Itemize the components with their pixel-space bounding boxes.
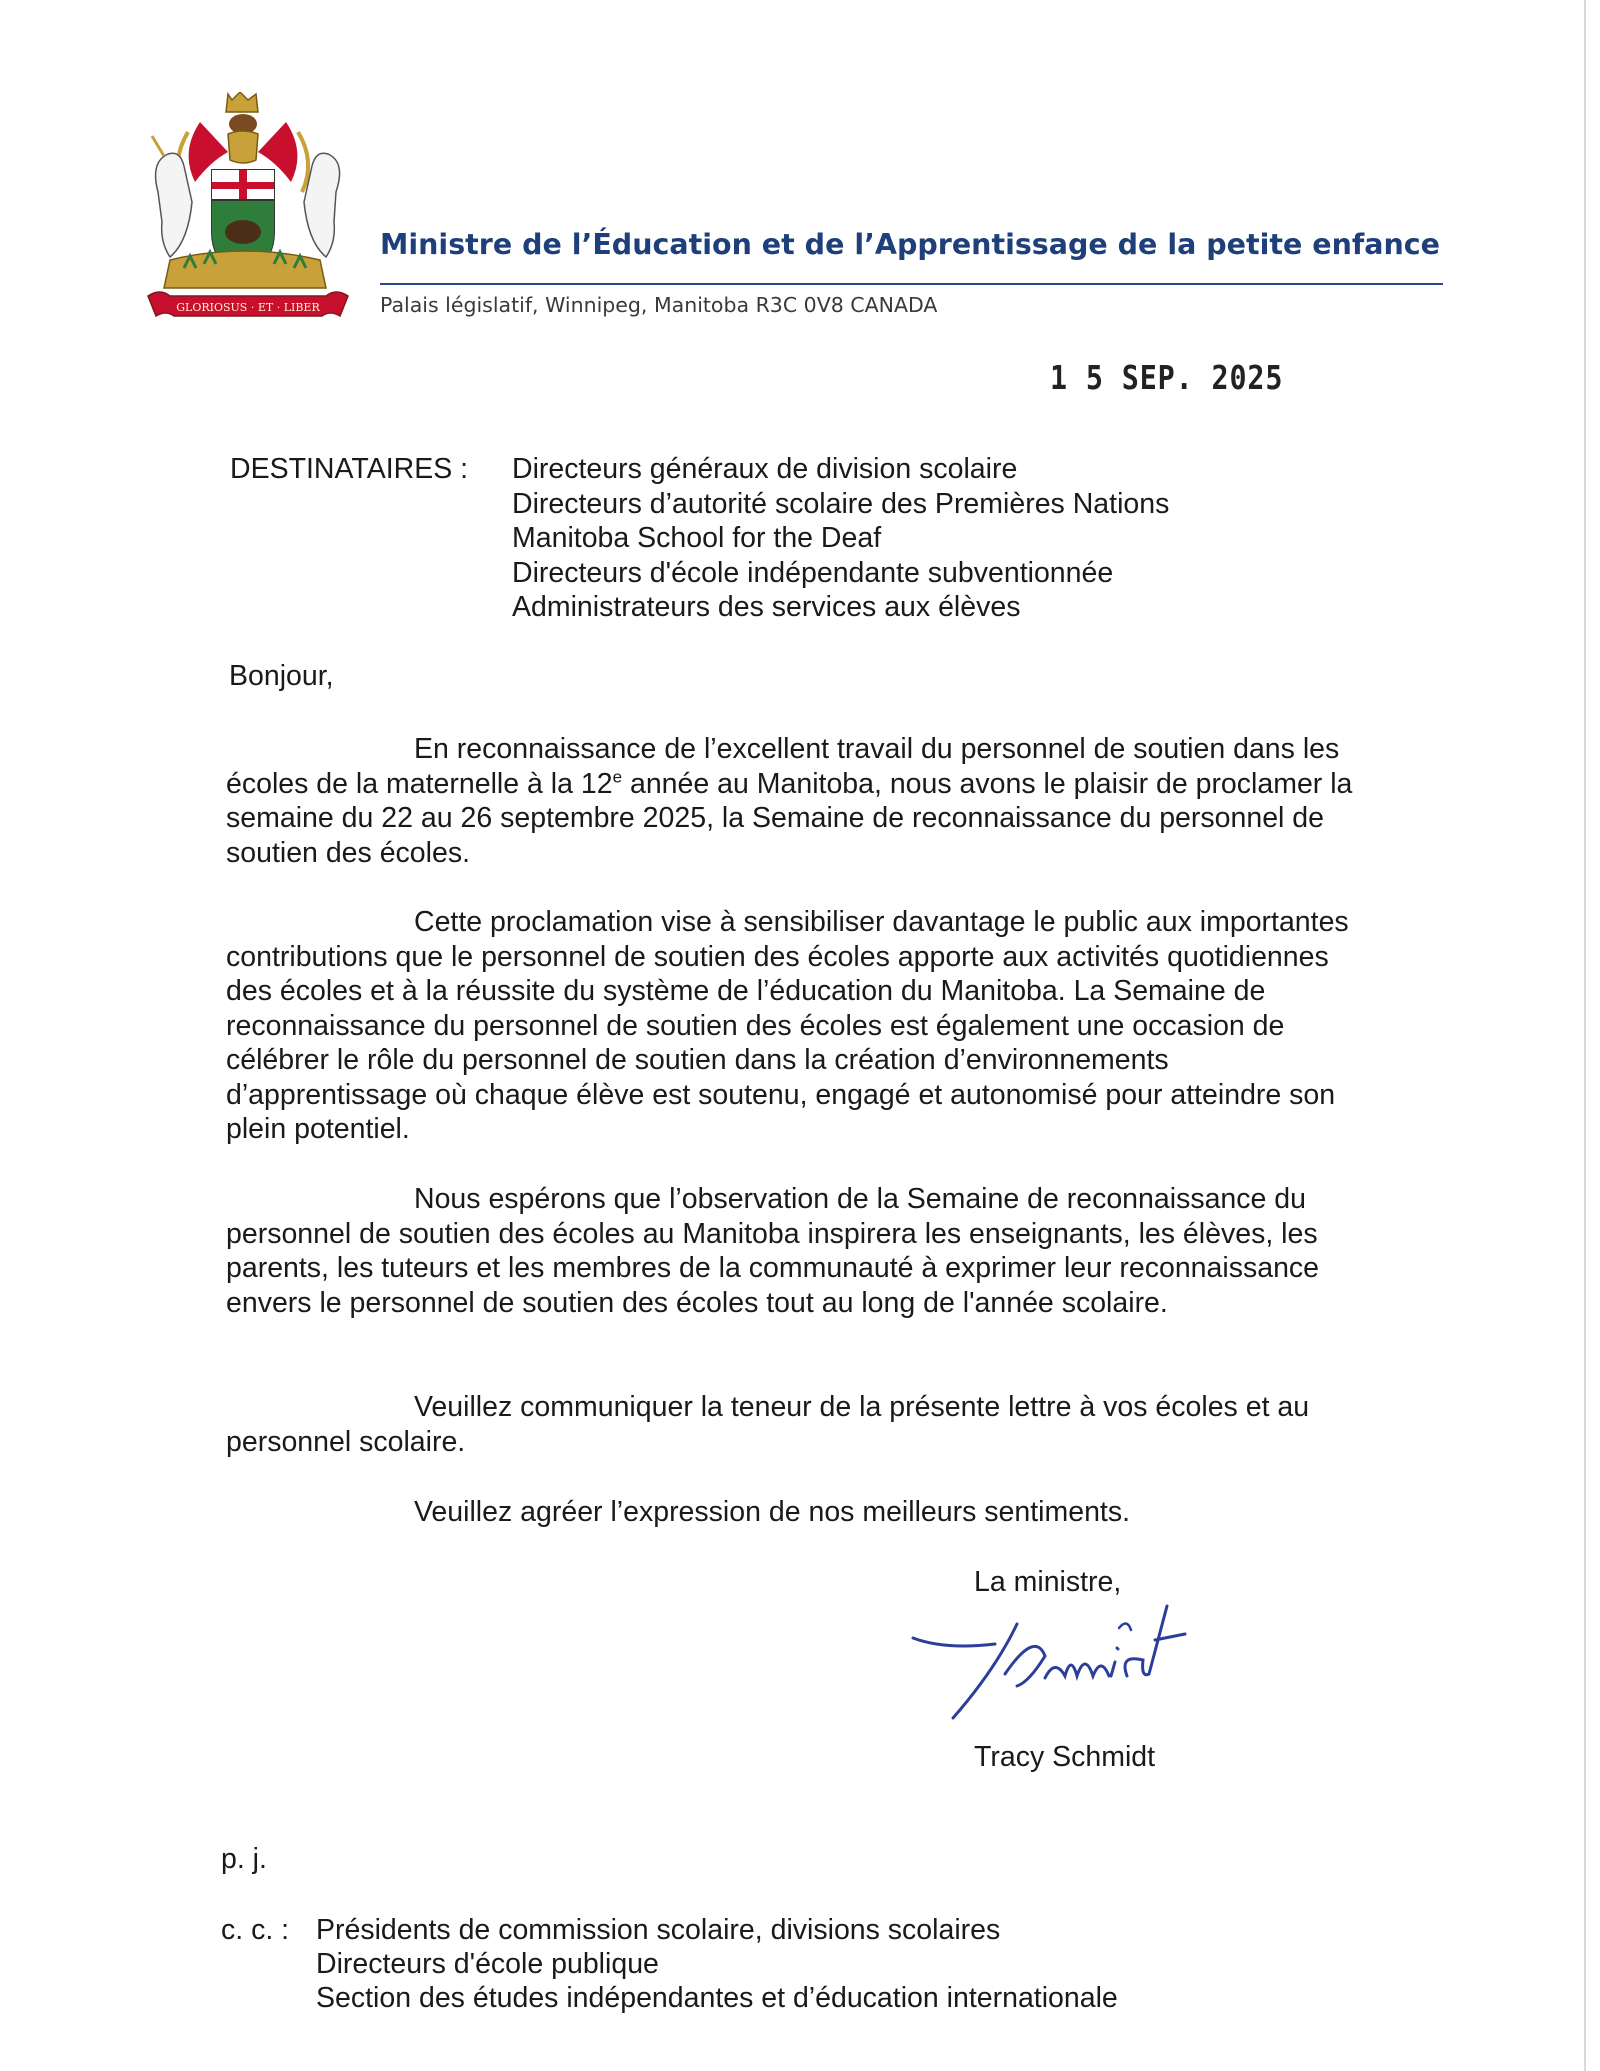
recipients-list [512,452,1169,625]
ordinal-superscript: e [612,767,623,786]
paragraph-3-text: Nous espérons que l’observation de la Semaine de reconnaissance du personnel de soutien des écoles au Manitoba inspirera les enseignants, les élèves, les parents, les tuteurs et les membres de la communauté à exprimer leur reconnaissance envers le personnel de soutien des écoles tout au long de l'année scolaire. [226,1183,1320,1319]
ministry-address: Palais législatif, Winnipeg, Manitoba R3C 0V8 CANADA [380,293,938,317]
paragraph-2 [226,905,1366,1147]
paragraph-1-text-a: En reconnaissance de l’excellent travail du personnel de soutien dans les écoles de la maternelle à la 12 [226,733,1340,800]
closing-line: Veuillez agréer l’expression de nos meilleurs sentiments. [414,1496,1131,1528]
enclosure-note: p. j. [221,1843,267,1875]
paragraph-1-text-b: année au Manitoba, nous avons le plaisir de proclamer la semaine du 22 au 26 septembre 2025, la Semaine de reconnaissance du personnel de soutien des écoles. [226,767,1353,869]
date-stamp: 1 5 SEP. 2025 [1050,358,1284,397]
recipient-item: Administrateurs des services aux élèves [512,591,1021,623]
cc-item: Directeurs d'école publique [316,1948,659,1980]
signature-title: La ministre, [974,1566,1122,1598]
paragraph-1 [226,732,1366,870]
recipient-item: Directeurs d’autorité scolaire des Premières Nations [512,487,1170,520]
recipient-item: Directeurs généraux de division scolaire [512,453,1018,485]
page-edge-line [1584,0,1586,2071]
paragraph-4 [226,1390,1366,1459]
paragraph-2-text: Cette proclamation vise à sensibiliser davantage le public aux importantes contributions que le personnel de soutien des écoles apporte aux activités quotidiennes des écoles et à la réussite du système de l’éducation du Manitoba. La Semaine de reconnaissance du personnel de soutien des écoles est également une occasion de célébrer le rôle du personnel de soutien dans la création d’environnements d’apprentissage où chaque élève est soutenu, engagé et autonomisé pour atteindre son plein potentiel. [226,906,1349,1145]
greeting: Bonjour, [229,660,334,692]
recipient-item: Directeurs d'école indépendante subventionnée [512,556,1114,589]
manitoba-coat-of-arms-logo [140,92,355,332]
recipient-item: Manitoba School for the Deaf [512,522,882,554]
handwritten-signature [905,1600,1195,1730]
cc-item: Section des études indépendantes et d’éducation internationale [316,1982,1118,2014]
header-rule [380,283,1443,285]
ministry-title: Ministre de l’Éducation et de l’Apprentissage de la petite enfance [380,228,1440,261]
crest-motto: GLORIOSUS · ET · LIBER [176,301,320,314]
cc-label: c. c. : [221,1914,290,1946]
signatory-name: Tracy Schmidt [974,1741,1156,1773]
paragraph-3 [226,1182,1366,1320]
recipients-label: DESTINATAIRES : [230,453,469,485]
paragraph-4-text: Veuillez communiquer la teneur de la présente lettre à vos écoles et au personnel scolaire. [226,1391,1310,1458]
cc-item: Présidents de commission scolaire, divisions scolaires [316,1914,1001,1946]
cc-list [316,1913,1118,2015]
